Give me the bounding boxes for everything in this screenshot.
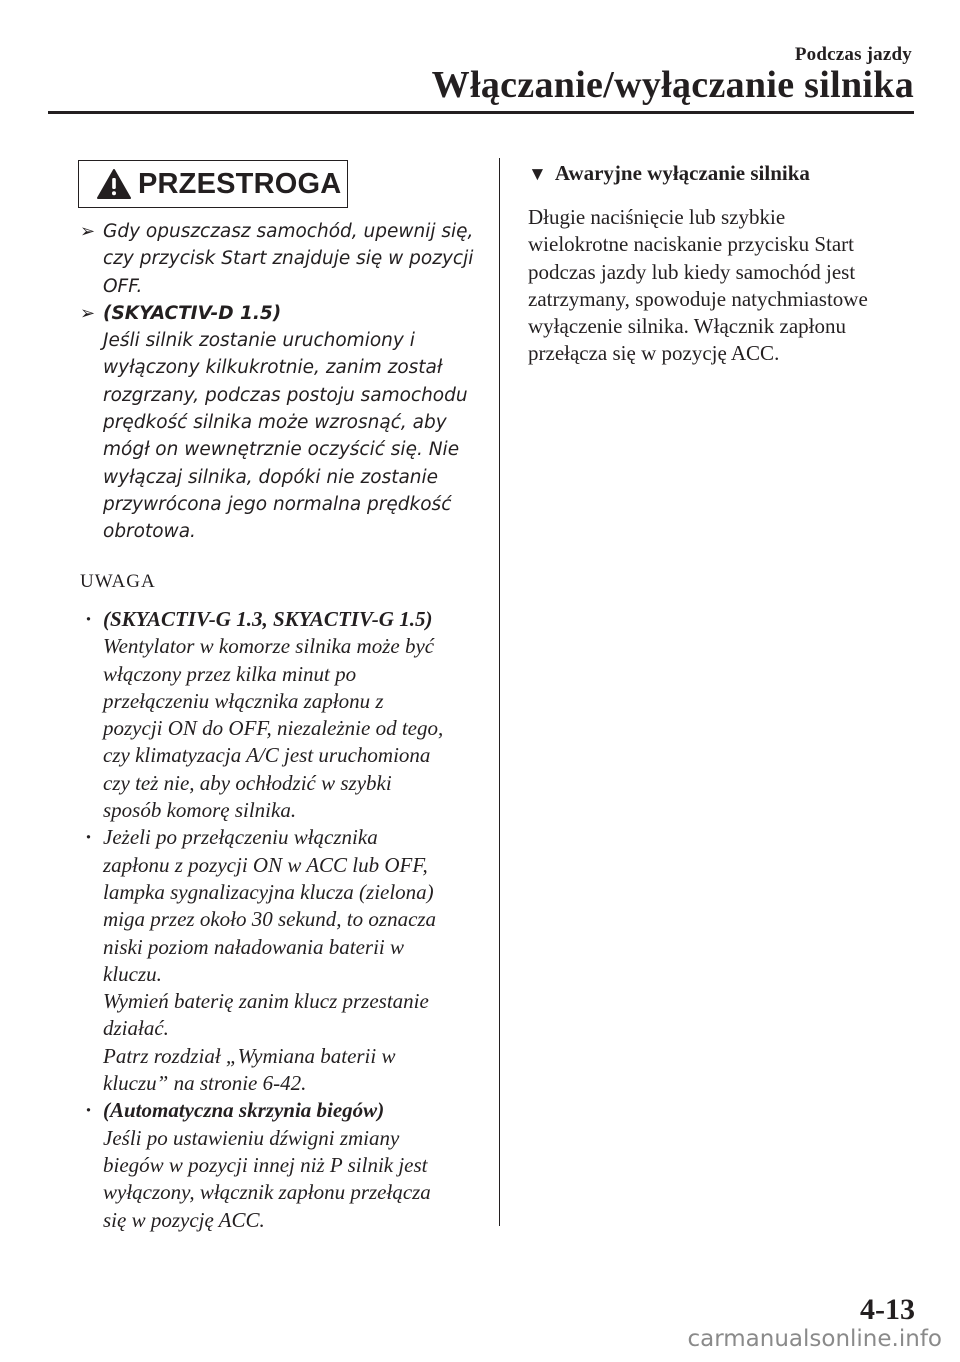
section-body [528,204,918,368]
bullet-dot-icon: · [85,1098,93,1123]
note-line: pozycji ON do OFF, niezależnie od tego, [103,716,444,741]
running-header-section: Podczas jazdy [794,44,912,65]
note-item [80,824,480,1097]
caution-item [80,300,480,546]
caution-line: wyłączony kilkukrotnie, zanim został [103,357,443,379]
arrow-bullet-icon: ➢ [80,302,96,324]
note-line: czy też nie, aby ochłodzić w szybki [103,770,392,795]
note-line: Wentylator w komorze silnika może być [103,634,435,659]
section-line: wielokrotne naciskanie przycisku Start [528,232,854,257]
caution-line: wyłączaj silnika, dopóki nie zostanie [103,466,439,488]
warning-triangle-icon [96,168,132,200]
note-title: UWAGA [80,571,156,592]
section-heading [528,161,810,186]
caution-line: mógł on wewnętrznie oczyścić się. Nie [103,439,460,461]
note-line: miga przez około 30 sekund, to oznacza [103,907,437,932]
caution-list [80,218,480,546]
note-line: działać. [103,1016,169,1041]
section-title: Awaryjne wyłączanie silnika [554,161,810,185]
section-line: podczas jazdy lub kiedy samochód jest [528,259,856,284]
note-line: Patrz rozdział „Wymiana baterii w [103,1043,396,1068]
bullet-dot-icon: · [85,607,93,631]
note-line: kluczu. [103,961,162,986]
note-line: Wymień baterię zanim klucz przestanie [103,989,429,1014]
note-line: sposób komorę silnika. [103,798,297,823]
section-line: zatrzymany, spowoduje natychmiastowe [528,286,868,311]
note-line: włączony przez kilka minut po [103,661,357,686]
note-list [80,606,480,1234]
section-line: wyłączenie silnika. Włącznik zapłonu [528,314,846,339]
note-line: niski poziom naładowania baterii w [103,934,405,959]
triangle-down-icon: ▼ [528,164,547,185]
caution-line: przywrócona jego normalna prędkość [103,493,452,515]
header-rule [48,111,914,114]
column-divider [499,158,500,1226]
section-line: Długie naciśnięcie lub szybkie [528,205,786,229]
note-line: kluczu” na stronie 6-42. [103,1071,307,1096]
caution-line: obrotowa. [103,521,196,543]
caution-line: rozgrzany, podczas postoju samochodu [103,384,468,406]
note-line: biegów w pozycji innej niż P silnik jest [103,1152,428,1177]
note-line: Jeśli po ustawieniu dźwigni zmiany [103,1125,400,1150]
watermark: carmanualsonline.info [687,1326,942,1352]
note-line: przełączeniu włącznika zapłonu z [103,688,384,713]
note-item [80,1097,480,1233]
arrow-bullet-icon: ➢ [80,221,96,242]
note-item [80,606,480,824]
caution-item [80,218,480,300]
caution-item-heading: (SKYACTIV-D 1.5) [103,302,282,324]
note-line: Jeżeli po przełączeniu włącznika [103,825,378,850]
note-line: czy klimatyzacja A/C jest uruchomiona [103,743,431,768]
caution-line: Gdy opuszczasz samochód, upewnij się, [103,221,474,242]
note-line: lampka sygnalizacyjna klucza (zielona) [103,879,434,904]
bullet-dot-icon: · [85,825,93,850]
note-line: się w pozycję ACC. [103,1207,265,1232]
caution-line: OFF. [103,275,143,297]
note-line: zapłonu z pozycji ON w ACC lub OFF, [103,852,428,877]
note-line: wyłączony, włącznik zapłonu przełącza [103,1180,431,1205]
caution-line: czy przycisk Start znajduje się w pozycji [103,248,474,270]
caution-box [78,160,348,208]
caution-title: PRZESTROGA [138,167,342,200]
page-number: 4-13 [860,1293,915,1326]
caution-line: Jeśli silnik zostanie uruchomiony i [103,330,415,352]
running-header-title: Włączanie/wyłączanie silnika [431,64,914,106]
caution-line: prędkość silnika może wzrosnąć, aby [103,412,447,434]
section-line: przełącza się w pozycję ACC. [528,341,780,366]
note-item-heading: (Automatyczna skrzynia biegów) [103,1098,385,1123]
note-item-heading: (SKYACTIV-G 1.3, SKYACTIV-G 1.5) [103,607,433,631]
